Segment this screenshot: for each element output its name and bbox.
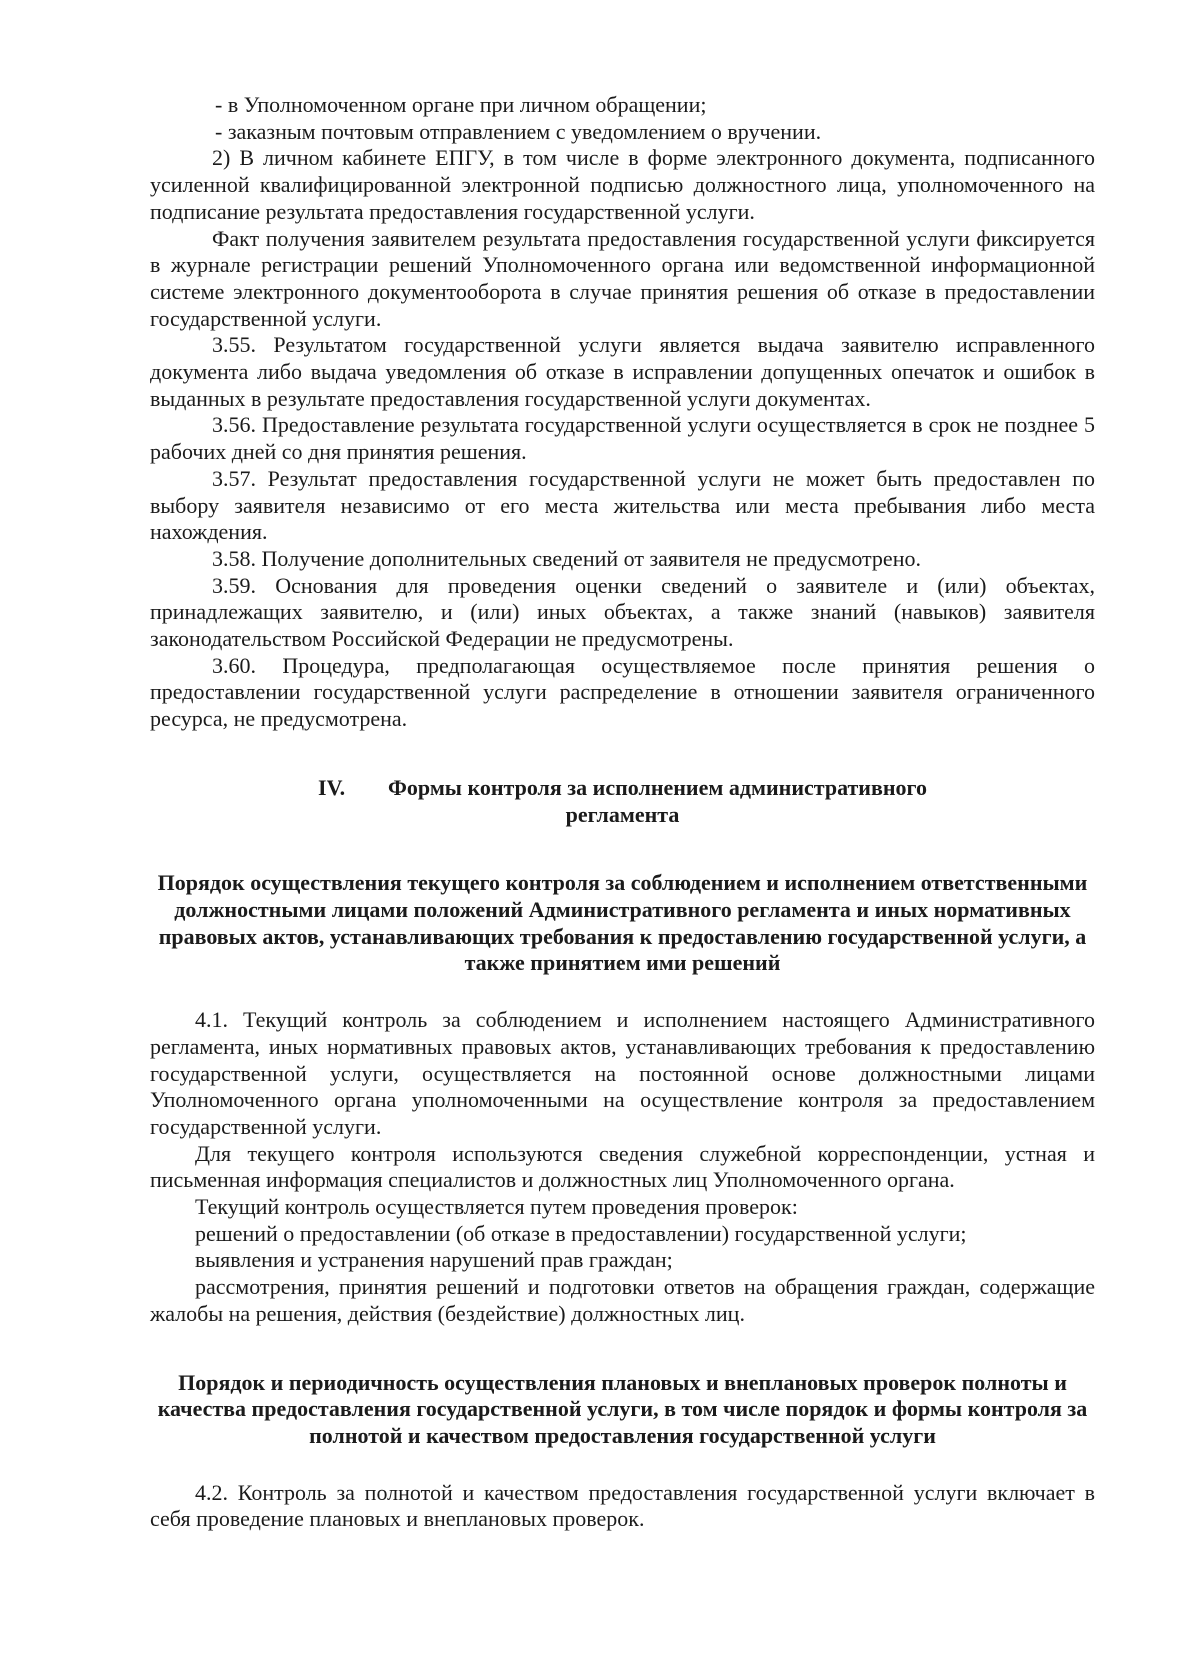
paragraph: 3.56. Предоставление результата государственной услуги осуществляется в срок не позднее 5 рабочих дней со дня принятия решения. [150, 412, 1095, 465]
paragraph: Текущий контроль осуществляется путем проведения проверок: [195, 1194, 798, 1220]
document-body [150, 92, 1095, 1533]
section-title-line2: регламента [565, 801, 680, 827]
paragraph: - в Уполномоченном органе при личном обращении; [215, 92, 707, 117]
paragraph: - заказным почтовым отправлением с уведомлением о вручении. [215, 118, 822, 144]
section-title-line1: Формы контроля за исполнением административного [388, 774, 927, 800]
paragraph: Факт получения заявителем результата предоставления государственной услуги фиксируется в журнале регистрации решений Уполномоченного органа или ведомственной информационной системе электронного документооборота в случае принятия решения об отказе в предоставлении государственной услуги. [150, 225, 1095, 331]
section-heading [150, 775, 1095, 828]
paragraph: 2) В личном кабинете ЕПГУ, в том числе в форме электронного документа, подписанного усиленной квалифицированной электронной подписью должностного лица, уполномоченного на подписание результата предоставления государственной услуги. [150, 145, 1095, 224]
paragraph: 3.58. Получение дополнительных сведений от заявителя не предусмотрено. [212, 545, 921, 571]
paragraph: 3.55. Результатом государственной услуги является выдача заявителю исправленного документа либо выдача уведомления об отказе в исправлении допущенных опечаток и ошибок в выданных в результате предоставления государственной услуги документах. [150, 332, 1095, 411]
paragraph: 4.2. Контроль за полнотой и качеством предоставления государственной услуги включает в себя проведение плановых и внеплановых проверок. [150, 1479, 1095, 1532]
section-number: IV. [318, 774, 346, 800]
paragraph: решений о предоставлении (об отказе в предоставлении) государственной услуги; [195, 1220, 967, 1246]
paragraph: 3.60. Процедура, предполагающая осуществляемое после принятия решения о предоставлении государственной услуги распределение в отношении заявителя ограниченного ресурса, не предусмотрена. [150, 652, 1095, 732]
paragraph: 3.59. Основания для проведения оценки сведений о заявителе и (или) объектах, принадлежащих заявителю, и (или) иных объектах, а также знаний (навыков) заявителя законодательством Российской Федерации не предусмотрены. [150, 572, 1095, 652]
paragraph: выявления и устранения нарушений прав граждан; [195, 1247, 673, 1273]
subheading-current-control: Порядок осуществления текущего контроля за соблюдением и исполнением ответственными должностными лицами положений Административного регламента и иных нормативных правовых актов, устанавливающих требования к предоставлению государственной услуги, а также принятием ими решений [157, 870, 1088, 976]
paragraph: 4.1. Текущий контроль за соблюдением и исполнением настоящего Административного регламента, иных нормативных правовых актов, устанавливающих требования к предоставлению государственной услуги, осуществляется на постоянной основе должностными лицами Уполномоченного органа уполномоченными на осуществление контроля за предоставлением государственной услуги. [150, 1007, 1095, 1139]
paragraph: Для текущего контроля используются сведения служебной корреспонденции, устная и письменная информация специалистов и должностных лиц Уполномоченного органа. [150, 1140, 1095, 1193]
paragraph: рассмотрения, принятия решений и подготовки ответов на обращения граждан, содержащие жалобы на решения, действия (бездействие) должностных лиц. [150, 1274, 1095, 1326]
subheading-periodic-checks: Порядок и периодичность осуществления плановых и внеплановых проверок полноты и качества предоставления государственной услуги, в том числе порядок и формы контроля за полнотой и качеством предоставления государственной услуги [157, 1369, 1088, 1448]
paragraph: 3.57. Результат предоставления государственной услуги не может быть предоставлен по выбору заявителя независимо от его места жительства или места пребывания либо места нахождения. [150, 465, 1095, 545]
